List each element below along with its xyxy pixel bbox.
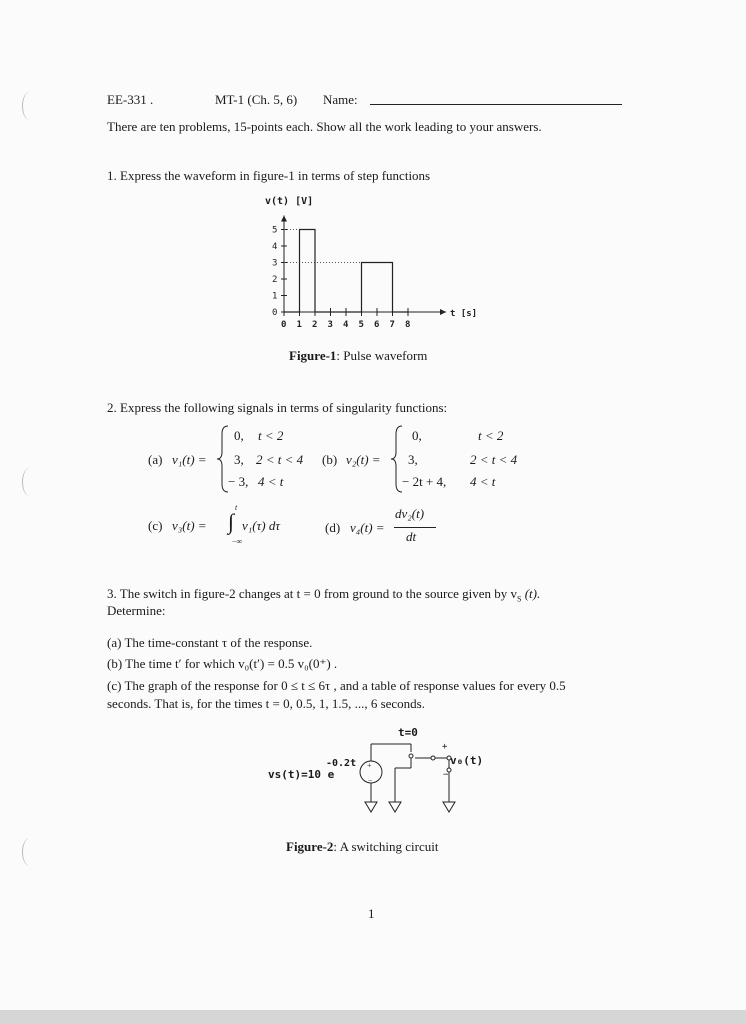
source-minus-sign: − bbox=[368, 776, 373, 785]
figure-1-ylabel: v(t) [V] bbox=[265, 196, 314, 207]
eq-a-case-1-value: 0, bbox=[234, 428, 244, 443]
hole-punch-mark-top bbox=[22, 92, 37, 120]
figure-2-caption bbox=[286, 839, 439, 855]
x-tick-label-8: 8 bbox=[405, 320, 411, 330]
x-tick-label-6: 6 bbox=[374, 320, 380, 330]
x-tick-label-0: 0 bbox=[281, 320, 287, 330]
name-label: Name: bbox=[323, 92, 358, 107]
eq-d-label: (d) bbox=[325, 520, 341, 535]
figure-2-switch-label: t=0 bbox=[398, 726, 418, 739]
name-blank-line bbox=[370, 104, 622, 105]
eq-a-label: (a) bbox=[148, 452, 163, 467]
x-axis-arrow bbox=[440, 309, 446, 315]
source-plus-sign: + bbox=[367, 761, 372, 770]
eq-b-case-2-cond: 2 < t < 4 bbox=[470, 452, 518, 467]
problem-3-line-2: Determine: bbox=[107, 603, 166, 618]
output-terminal bbox=[447, 756, 451, 760]
eq-b-case-2-value: 3, bbox=[408, 452, 418, 467]
x-tick-label-2: 2 bbox=[312, 320, 318, 330]
x-tick-label-4: 4 bbox=[343, 320, 349, 330]
problem-1-text: 1. Express the waveform in figure-1 in terms of step functions bbox=[107, 168, 431, 183]
figure-2-source-exponent: -0.2t bbox=[326, 758, 357, 769]
figure-1-caption bbox=[289, 348, 427, 364]
eq-a-lhs: v₁(t) = bbox=[172, 452, 207, 467]
eq-b-case-1-value: 0, bbox=[412, 428, 422, 443]
x-axis-label: t [s] bbox=[450, 309, 478, 319]
instructions: There are ten problems, 15-points each. Show all the work leading to your answers. bbox=[107, 119, 542, 134]
figure-2-output-minus: − bbox=[443, 770, 449, 780]
eq-c-integrand: v₁(τ) dτ bbox=[242, 518, 281, 533]
figure-2-circuit bbox=[355, 738, 475, 818]
problem-3-line-1-sub: S bbox=[517, 594, 522, 604]
eq-a-case-3-value: − 3, bbox=[228, 474, 249, 489]
eq-d-fraction-bar bbox=[394, 527, 436, 528]
y-tick-label-3: 3 bbox=[272, 258, 278, 269]
figure-2-output-plus: + bbox=[442, 742, 448, 752]
eq-b-case-3-value: − 2t + 4, bbox=[402, 474, 447, 489]
figure-2-caption-label: Figure-2 bbox=[286, 839, 334, 854]
figure-1-caption-text: : Pulse waveform bbox=[336, 348, 428, 363]
x-tick-label-5: 5 bbox=[358, 320, 364, 330]
pulse-waveform-line bbox=[284, 230, 408, 313]
eq-d-lhs: v₄(t) = bbox=[350, 520, 385, 535]
eq-b-lhs: v₂(t) = bbox=[346, 452, 381, 467]
eq-a-case-2-value: 3, bbox=[234, 452, 244, 467]
eq-c-lhs: v₃(t) = bbox=[172, 518, 207, 533]
ground-symbol-2 bbox=[389, 802, 401, 812]
eq-c-lower-limit: −∞ bbox=[232, 537, 243, 546]
eq-b-case-1-cond: t < 2 bbox=[478, 428, 504, 443]
eq-a-case-3-cond: 4 < t bbox=[258, 474, 284, 489]
problem-2-text: 2. Express the following signals in terms of singularity functions: bbox=[107, 400, 448, 415]
eq-c-integral-sign: ∫ bbox=[228, 509, 235, 534]
y-tick-label-0: 0 bbox=[272, 308, 278, 318]
problem-3-item-a: (a) The time-constant τ of the response. bbox=[107, 635, 313, 650]
ground-symbol-3 bbox=[443, 802, 455, 812]
eq-c-label: (c) bbox=[148, 518, 163, 533]
figure-2-output-label: v₀(t) bbox=[450, 754, 484, 767]
x-tick-label-7: 7 bbox=[389, 320, 395, 330]
y-tick-label-2: 2 bbox=[272, 275, 278, 285]
problem-3-item-b: (b) The time t′ for which v₀(t′) = 0.5 v₀(0⁺) . bbox=[107, 656, 338, 671]
eq-a-case-2-cond: 2 < t < 4 bbox=[256, 452, 304, 467]
eq-d-denominator: dt bbox=[406, 529, 417, 544]
problem-3-item-c: (c) The graph of the response for 0 ≤ t ≤ 6τ , and a table of response values for every 0.5 bbox=[107, 678, 566, 693]
scan-bottom-edge bbox=[0, 1010, 746, 1024]
eq-a-case-1-cond: t < 2 bbox=[258, 428, 284, 443]
problem-3-line-1-tail: (t). bbox=[521, 586, 541, 601]
hole-punch-mark-middle bbox=[22, 468, 37, 496]
y-tick-label-1: 1 bbox=[272, 291, 278, 302]
eq-d-numerator: dv₂(t) bbox=[395, 506, 425, 521]
exam-title: MT-1 (Ch. 5, 6) bbox=[215, 92, 298, 107]
hole-punch-mark-bottom bbox=[22, 838, 37, 866]
problem-3-item-c-cont: seconds. That is, for the times t = 0, 0.5, 1, 1.5, ..., 6 seconds. bbox=[107, 696, 425, 711]
y-axis-arrow bbox=[281, 216, 287, 222]
y-tick-label-4: 4 bbox=[272, 242, 278, 252]
eq-c-upper-limit: t bbox=[235, 503, 238, 512]
y-tick-label-5: 5 bbox=[272, 225, 278, 236]
x-tick-label-1: 1 bbox=[296, 320, 302, 330]
figure-1-caption-label: Figure-1 bbox=[289, 348, 337, 363]
ground-symbol-1 bbox=[365, 802, 377, 812]
eq-b-case-3-cond: 4 < t bbox=[470, 474, 496, 489]
problem-3-line-1-text: 3. The switch in figure-2 changes at t = 0 from ground to the source given by v bbox=[107, 586, 517, 601]
course-code: EE-331 . bbox=[107, 92, 154, 107]
eq-b-label: (b) bbox=[322, 452, 338, 467]
figure-2-caption-text: : A switching circuit bbox=[333, 839, 439, 854]
page-number: 1 bbox=[368, 906, 375, 921]
x-tick-label-3: 3 bbox=[327, 320, 333, 330]
figure-1-pulse-chart bbox=[262, 210, 492, 340]
problem-3-line-1 bbox=[107, 586, 540, 604]
figure-2-source-label: vs(t)=10 e bbox=[268, 768, 335, 781]
